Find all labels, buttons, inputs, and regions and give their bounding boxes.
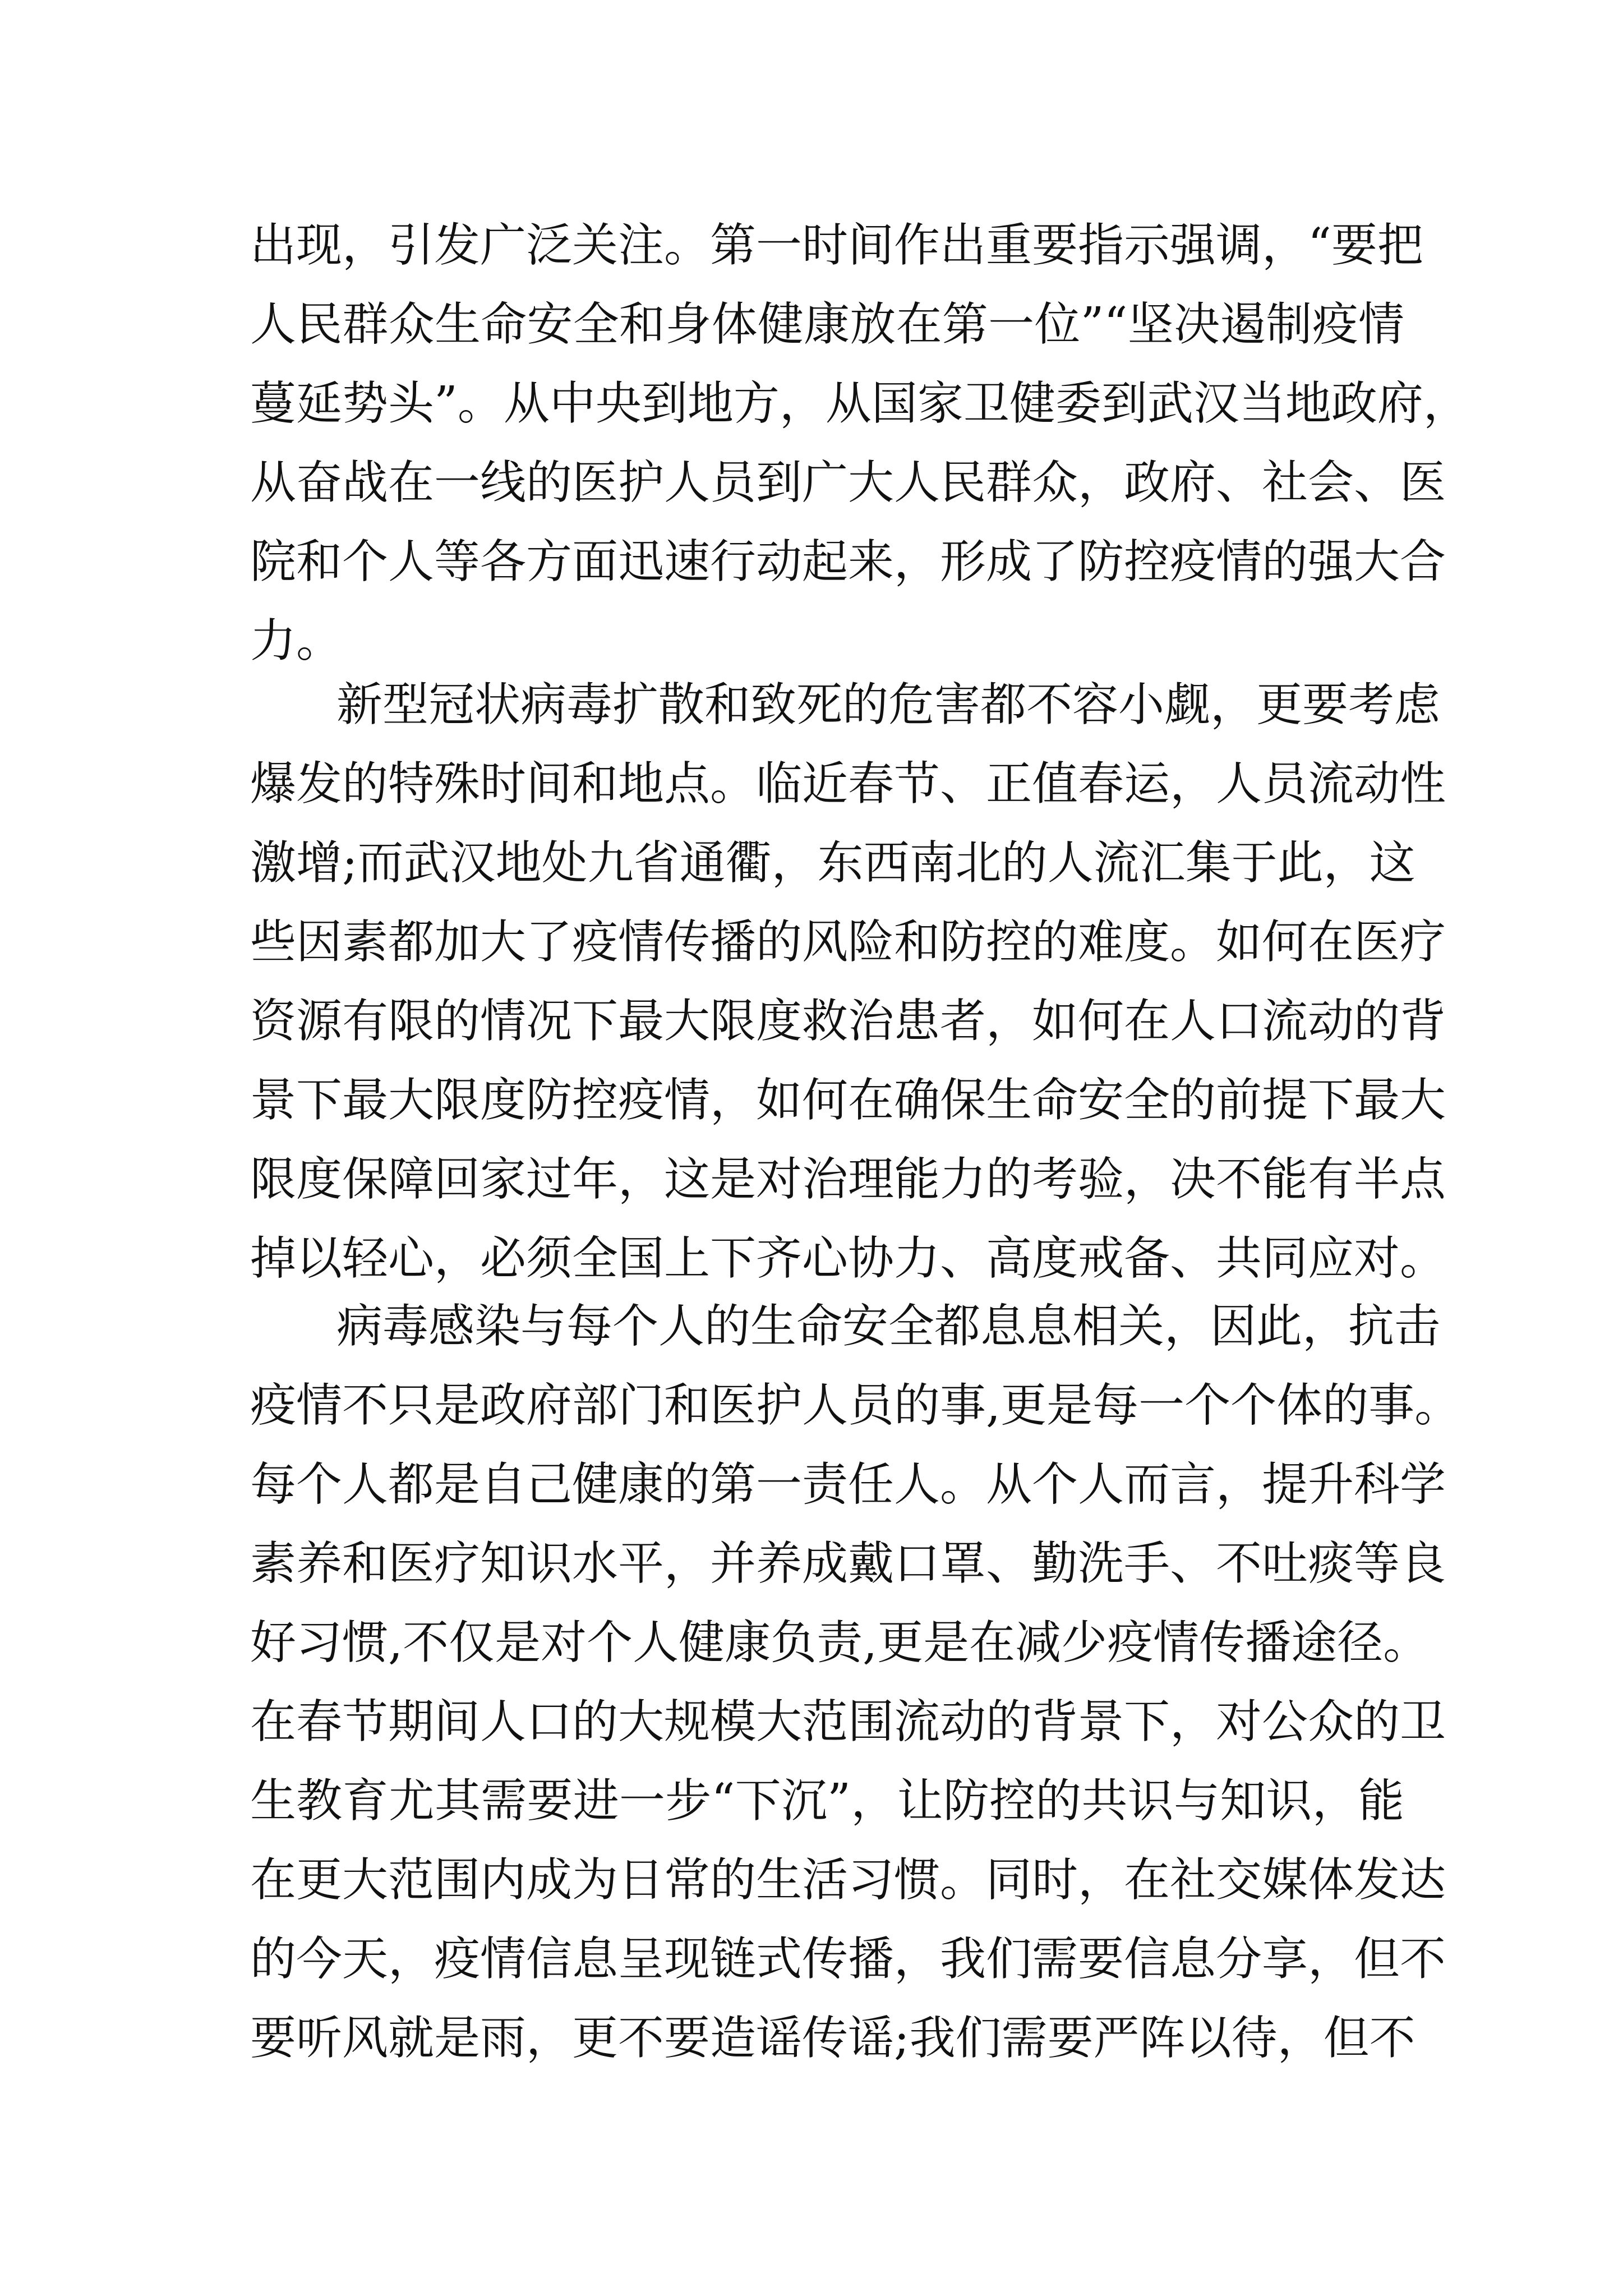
text-line: 掉以轻心，必须全国上下齐心协力、高度戒备、共同应对。 <box>250 1232 1446 1285</box>
text-line: 新型冠状病毒扩散和致死的危害都不容小觑，更要考虑 <box>336 678 1441 731</box>
text-line: 资源有限的情况下最大限度救治患者，如何在人口流动的背 <box>250 995 1446 1048</box>
text-line: 的今天，疫情信息呈现链式传播，我们需要信息分享，但不 <box>250 1932 1446 1986</box>
text-line: 景下最大限度防控疫情，如何在确保生命安全的前提下最大 <box>250 1074 1446 1127</box>
text-line: 每个人都是自己健康的第一责任人。从个人而言，提升科学 <box>250 1458 1446 1511</box>
text-line: 从奋战在一线的医护人员到广大人民群众，政府、社会、医 <box>250 456 1446 509</box>
text-line: 力。 <box>250 614 343 668</box>
text-line: 在春节期间人口的大规模大范围流动的背景下，对公众的卫 <box>250 1695 1446 1749</box>
text-line: 限度保障回家过年，这是对治理能力的考验，决不能有半点 <box>250 1153 1446 1206</box>
text-line: 病毒感染与每个人的生命安全都息息相关，因此，抗击 <box>336 1300 1441 1353</box>
text-line: 蔓延势头”。从中央到地方，从国家卫健委到武汉当地政府， <box>250 377 1469 430</box>
text-line: 在更大范围内成为日常的生活习惯。同时，在社交媒体发达 <box>250 1853 1446 1907</box>
text-line: 院和个人等各方面迅速行动起来，形成了防控疫情的强大合 <box>250 535 1446 588</box>
text-line: 疫情不只是政府部门和医护人员的事,更是每一个个体的事。 <box>250 1379 1461 1432</box>
text-line: 素养和医疗知识水平，并养成戴口罩、勤洗手、不吐痰等良 <box>250 1537 1446 1590</box>
text-line: 人民群众生命安全和身体健康放在第一位”“坚决遏制疫情 <box>250 298 1404 351</box>
text-line: 爆发的特殊时间和地点。临近春节、正值春运，人员流动性 <box>250 757 1446 811</box>
text-line: 好习惯,不仅是对个人健康负责,更是在减少疫情传播途径。 <box>250 1616 1430 1669</box>
text-line: 激增;而武汉地处九省通衢，东西南北的人流汇集于此，这 <box>250 836 1415 890</box>
text-line: 些因素都加大了疫情传播的风险和防控的难度。如何在医疗 <box>250 915 1446 969</box>
text-line: 要听风就是雨，更不要造谣传谣;我们需要严阵以待，但不 <box>250 2012 1415 2065</box>
text-line: 生教育尤其需要进一步“下沉”，让防控的共识与知识，能 <box>250 1774 1404 1828</box>
text-line: 出现，引发广泛关注。第一时间作出重要指示强调，“要把 <box>250 219 1423 272</box>
